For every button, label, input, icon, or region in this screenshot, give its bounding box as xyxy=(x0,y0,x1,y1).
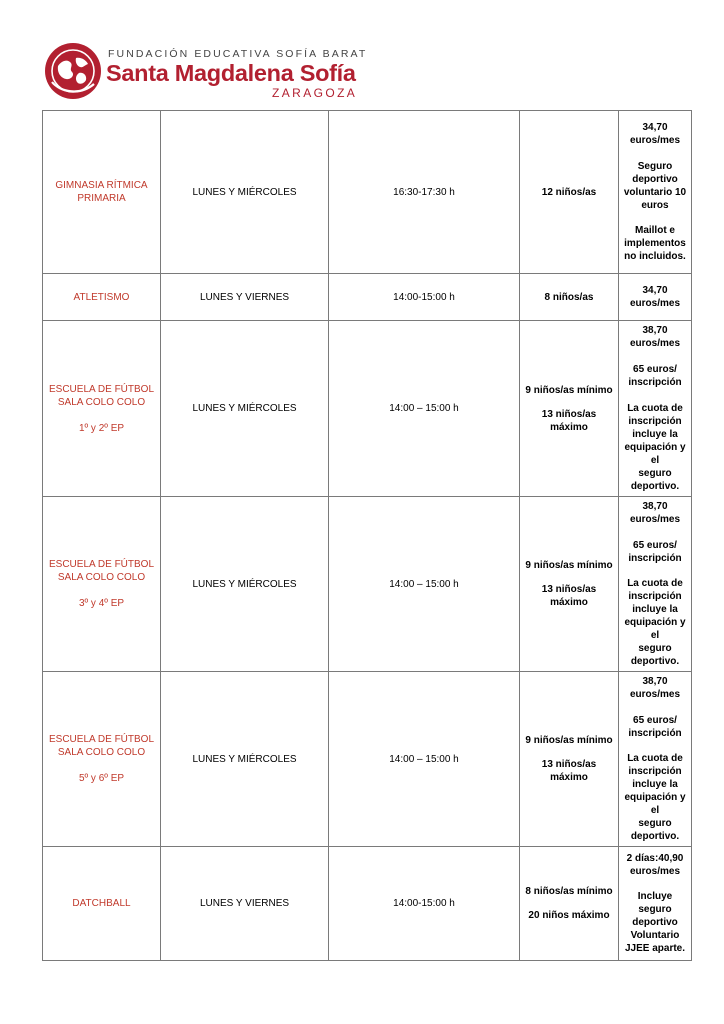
places-line: 20 niños máximo xyxy=(528,910,610,921)
price-cell xyxy=(619,111,692,274)
price-line: equipación y el xyxy=(624,441,686,466)
price-line: 2 días:40,90 xyxy=(626,852,684,864)
time-cell: 14:00-15:00 h xyxy=(329,847,520,961)
days-cell: LUNES Y MIÉRCOLES xyxy=(161,497,329,672)
places-line: 13 niños/as máximo xyxy=(541,408,597,433)
time-cell: 14:00-15:00 h xyxy=(329,274,520,321)
days-cell: LUNES Y MIÉRCOLES xyxy=(161,672,329,847)
school-city: ZARAGOZA xyxy=(272,86,358,100)
activity-level: 5º y 6º EP xyxy=(78,773,125,784)
places-line: 9 niños/as mínimo xyxy=(525,384,613,396)
places-cell xyxy=(520,672,619,847)
price-line: euros/mes xyxy=(629,688,681,700)
activity-name-line: SALA COLO COLO xyxy=(57,572,146,583)
table-row xyxy=(43,847,692,961)
places-line: 13 niños/as máximo xyxy=(541,584,597,608)
places-cell xyxy=(520,847,619,961)
price-line: La cuota de xyxy=(627,578,683,590)
price-cell xyxy=(619,847,692,961)
price-gap xyxy=(621,701,689,714)
price-line: incluye la xyxy=(632,604,678,616)
foundation-name: FUNDACIÓN EDUCATIVA SOFÍA BARAT xyxy=(108,48,368,60)
price-gap xyxy=(621,212,689,225)
activity-name-line: DATCHBALL xyxy=(72,898,131,909)
places-line: 9 niños/as mínimo xyxy=(525,560,613,571)
places-line: 8 niños/as xyxy=(544,291,594,303)
price-line: inscripción xyxy=(628,552,682,564)
price-line: deportivo. xyxy=(630,831,680,843)
price-line: implementos xyxy=(624,238,686,250)
price-line: euros/mes xyxy=(629,134,681,146)
places-cell xyxy=(520,274,619,321)
price-line: euros/mes xyxy=(629,513,681,525)
price-gap xyxy=(621,526,689,539)
price-line: inscripción xyxy=(628,591,682,603)
price-line: equipación y el xyxy=(624,792,686,817)
price-line: voluntario 10 xyxy=(623,186,687,198)
price-line: equipación y el xyxy=(624,617,686,642)
price-line: 65 euros/ xyxy=(633,364,677,375)
price-line: Maillot e xyxy=(634,225,675,237)
places-line: 9 niños/as mínimo xyxy=(525,735,613,746)
places-line: 13 niños/as máximo xyxy=(541,759,597,783)
price-line: 34,70 xyxy=(642,285,668,296)
price-line: no incluidos. xyxy=(624,251,686,263)
price-line: Incluye seguro xyxy=(637,891,673,916)
activity-level: 3º y 4º EP xyxy=(78,598,125,609)
page-header xyxy=(44,42,368,102)
price-line: inscripción xyxy=(628,766,682,778)
activity-cell xyxy=(43,321,161,497)
price-line: euros xyxy=(641,199,669,211)
price-line: seguro xyxy=(638,467,672,479)
price-line: deportivo xyxy=(632,917,678,929)
price-cell xyxy=(619,274,692,321)
price-gap xyxy=(621,350,689,363)
price-gap xyxy=(621,878,689,891)
activity-cell xyxy=(43,847,161,961)
table-row xyxy=(43,274,692,321)
table-row xyxy=(43,321,692,497)
price-line: 34,70 xyxy=(642,121,668,133)
table-row xyxy=(43,672,692,847)
price-gap xyxy=(621,740,689,753)
price-line: incluye la xyxy=(632,779,678,791)
school-name: Santa Magdalena Sofía xyxy=(106,60,356,86)
price-cell xyxy=(619,321,692,497)
price-line: euros/mes xyxy=(629,338,681,350)
price-line: deportivo. xyxy=(630,656,680,668)
places-line: 12 niños/as xyxy=(541,186,597,198)
activity-name-line: GIMNASIA RÍTMICA xyxy=(55,180,148,191)
table-row xyxy=(43,497,692,672)
activity-cell xyxy=(43,111,161,274)
price-line: deportivo xyxy=(632,173,678,185)
time-cell: 14:00 – 15:00 h xyxy=(329,672,520,847)
time-cell: 16:30-17:30 h xyxy=(329,111,520,274)
days-cell: LUNES Y VIERNES xyxy=(161,847,329,961)
price-line: deportivo. xyxy=(630,480,680,492)
places-line: 8 niños/as mínimo xyxy=(525,886,613,897)
price-line: seguro xyxy=(638,643,672,655)
price-line: inscripción xyxy=(628,727,682,739)
price-line: euros/mes xyxy=(629,298,681,309)
activity-cell xyxy=(43,672,161,847)
price-line: inscripción xyxy=(628,377,682,388)
activity-level: 1º y 2º EP xyxy=(78,422,125,434)
activity-name-line: ESCUELA DE FÚTBOL xyxy=(48,383,155,395)
price-gap xyxy=(621,565,689,578)
activity-cell xyxy=(43,274,161,321)
activities-table xyxy=(42,110,692,961)
activity-name-line: SALA COLO COLO xyxy=(57,396,146,408)
places-cell xyxy=(520,111,619,274)
days-cell: LUNES Y MIÉRCOLES xyxy=(161,321,329,497)
places-cell xyxy=(520,321,619,497)
globe-logo-icon xyxy=(44,42,102,100)
days-cell: LUNES Y VIERNES xyxy=(161,274,329,321)
price-line: La cuota de xyxy=(627,753,683,765)
price-line: Seguro xyxy=(637,160,673,172)
places-cell xyxy=(520,497,619,672)
price-line: 65 euros/ xyxy=(633,539,677,551)
price-line: incluye la xyxy=(632,428,678,440)
days-cell: LUNES Y MIÉRCOLES xyxy=(161,111,329,274)
activity-name-line: ESCUELA DE FÚTBOL xyxy=(48,734,155,745)
activity-cell xyxy=(43,497,161,672)
time-cell: 14:00 – 15:00 h xyxy=(329,321,520,497)
price-line: 38,70 xyxy=(642,500,668,512)
table-row xyxy=(43,111,692,274)
price-cell xyxy=(619,497,692,672)
activity-name-line: ESCUELA DE FÚTBOL xyxy=(48,559,155,570)
price-cell xyxy=(619,672,692,847)
price-gap xyxy=(621,389,689,402)
price-line: 38,70 xyxy=(642,675,668,687)
price-gap xyxy=(621,147,689,160)
price-line: inscripción xyxy=(628,415,682,427)
price-line: 38,70 xyxy=(642,325,668,337)
price-line: 65 euros/ xyxy=(633,714,677,726)
price-line: La cuota de xyxy=(627,402,683,414)
price-line: Voluntario xyxy=(630,930,680,942)
activity-name-line: SALA COLO COLO xyxy=(57,747,146,758)
time-cell: 14:00 – 15:00 h xyxy=(329,497,520,672)
price-line: euros/mes xyxy=(629,865,681,877)
activity-name-line: ATLETISMO xyxy=(73,291,130,303)
activity-name-line: PRIMARIA xyxy=(77,193,126,204)
price-line: JJEE aparte. xyxy=(624,943,686,955)
price-line: seguro xyxy=(638,818,672,830)
